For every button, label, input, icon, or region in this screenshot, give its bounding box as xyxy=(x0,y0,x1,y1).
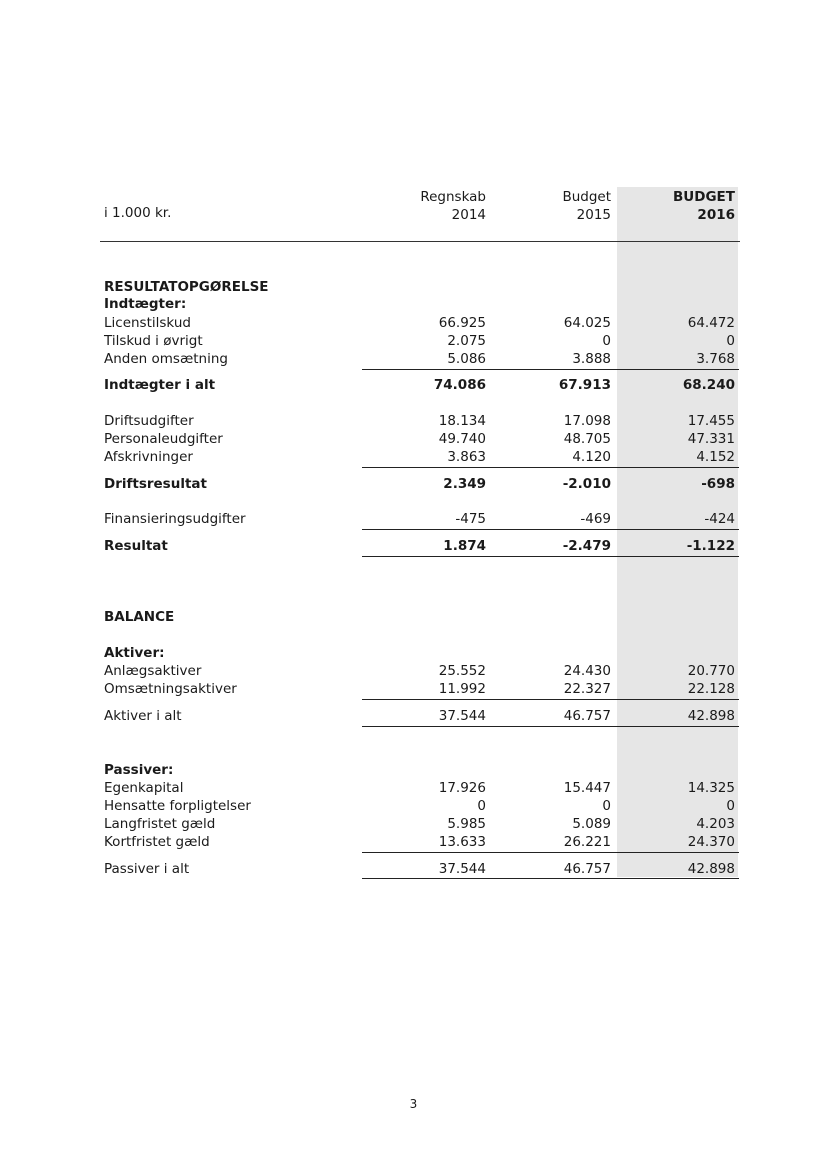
row-label: Anden omsætning xyxy=(104,351,228,367)
value-2014: -475 xyxy=(455,511,486,527)
row-label: Hensatte forpligtelser xyxy=(104,798,251,814)
value-2014: 37.544 xyxy=(438,708,486,724)
value-2014: 5.985 xyxy=(447,816,486,832)
value-2015: 4.120 xyxy=(572,449,611,465)
value-2014: 37.544 xyxy=(438,861,486,877)
value-2016: 20.770 xyxy=(687,663,735,679)
value-2016: 47.331 xyxy=(687,431,735,447)
value-2015: 48.705 xyxy=(563,431,611,447)
row-label: Langfristet gæld xyxy=(104,816,216,832)
subtotal-rule xyxy=(362,369,739,370)
row-label: Indtægter i alt xyxy=(104,377,216,393)
value-2016: 64.472 xyxy=(687,315,735,331)
value-2015: 0 xyxy=(602,333,611,349)
col-2016-year: 2016 xyxy=(697,207,735,223)
subtotal-rule xyxy=(362,529,739,530)
value-2016: 0 xyxy=(726,333,735,349)
total-rule xyxy=(362,878,739,879)
subtotal-rule xyxy=(362,467,739,468)
total-rule xyxy=(362,726,739,727)
budget-2016-column-shading xyxy=(617,187,738,877)
value-2014: 18.134 xyxy=(438,413,486,429)
value-2014: 3.863 xyxy=(447,449,486,465)
value-2016: 24.370 xyxy=(687,834,735,850)
value-2015: 5.089 xyxy=(572,816,611,832)
col-2014-heading: Regnskab xyxy=(420,189,486,205)
value-2015: 46.757 xyxy=(563,708,611,724)
unit-label: i 1.000 kr. xyxy=(104,205,172,221)
value-2014: 0 xyxy=(477,798,486,814)
income-heading: Indtægter: xyxy=(104,296,187,312)
row-label: Personaleudgifter xyxy=(104,431,223,447)
row-label: Afskrivninger xyxy=(104,449,193,465)
value-2014: 17.926 xyxy=(438,780,486,796)
assets-heading: Aktiver: xyxy=(104,645,165,661)
value-2015: 15.447 xyxy=(563,780,611,796)
row-label: Licenstilskud xyxy=(104,315,191,331)
row-label: Kortfristet gæld xyxy=(104,834,210,850)
value-2015: 26.221 xyxy=(563,834,611,850)
row-label: Driftsudgifter xyxy=(104,413,194,429)
col-2016-heading: BUDGET xyxy=(673,189,735,205)
value-2016: -424 xyxy=(704,511,735,527)
value-2016: 68.240 xyxy=(682,377,735,393)
value-2016: 4.152 xyxy=(696,449,735,465)
value-2014: 5.086 xyxy=(447,351,486,367)
liabilities-heading: Passiver: xyxy=(104,762,174,778)
value-2014: 1.874 xyxy=(443,538,486,554)
value-2016: 4.203 xyxy=(696,816,735,832)
value-2016: 22.128 xyxy=(687,681,735,697)
value-2014: 13.633 xyxy=(438,834,486,850)
value-2015: -2.479 xyxy=(562,538,611,554)
value-2015: -2.010 xyxy=(562,476,611,492)
row-label: Tilskud i øvrigt xyxy=(104,333,203,349)
value-2016: -1.122 xyxy=(686,538,735,554)
value-2015: -469 xyxy=(580,511,611,527)
row-label: Egenkapital xyxy=(104,780,184,796)
value-2016: 0 xyxy=(726,798,735,814)
subtotal-rule xyxy=(362,699,739,700)
value-2015: 24.430 xyxy=(563,663,611,679)
value-2016: 17.455 xyxy=(687,413,735,429)
subtotal-rule xyxy=(362,852,739,853)
col-2015-year: 2015 xyxy=(576,207,611,223)
value-2016: 3.768 xyxy=(696,351,735,367)
header-divider xyxy=(100,241,740,242)
value-2014: 2.075 xyxy=(447,333,486,349)
row-label: Resultat xyxy=(104,538,168,554)
section-title-balance: BALANCE xyxy=(104,609,175,625)
value-2016: 42.898 xyxy=(687,861,735,877)
value-2016: 42.898 xyxy=(687,708,735,724)
row-label: Finansieringsudgifter xyxy=(104,511,246,527)
row-label: Driftsresultat xyxy=(104,476,207,492)
value-2014: 11.992 xyxy=(438,681,486,697)
value-2014: 74.086 xyxy=(433,377,486,393)
total-rule xyxy=(362,556,739,557)
value-2016: 14.325 xyxy=(687,780,735,796)
value-2014: 49.740 xyxy=(438,431,486,447)
col-2014-year: 2014 xyxy=(451,207,486,223)
row-label: Passiver i alt xyxy=(104,861,190,877)
value-2015: 3.888 xyxy=(572,351,611,367)
value-2014: 2.349 xyxy=(443,476,486,492)
page-number: 3 xyxy=(409,1097,418,1111)
col-2015-heading: Budget xyxy=(562,189,611,205)
value-2015: 46.757 xyxy=(563,861,611,877)
value-2015: 17.098 xyxy=(563,413,611,429)
value-2014: 25.552 xyxy=(438,663,486,679)
value-2015: 22.327 xyxy=(563,681,611,697)
row-label: Omsætningsaktiver xyxy=(104,681,237,697)
row-label: Anlægsaktiver xyxy=(104,663,202,679)
value-2015: 67.913 xyxy=(558,377,611,393)
row-label: Aktiver i alt xyxy=(104,708,182,724)
value-2016: -698 xyxy=(701,476,735,492)
value-2015: 0 xyxy=(602,798,611,814)
value-2015: 64.025 xyxy=(563,315,611,331)
section-title-resultat: RESULTATOPGØRELSE xyxy=(104,279,269,295)
value-2014: 66.925 xyxy=(438,315,486,331)
